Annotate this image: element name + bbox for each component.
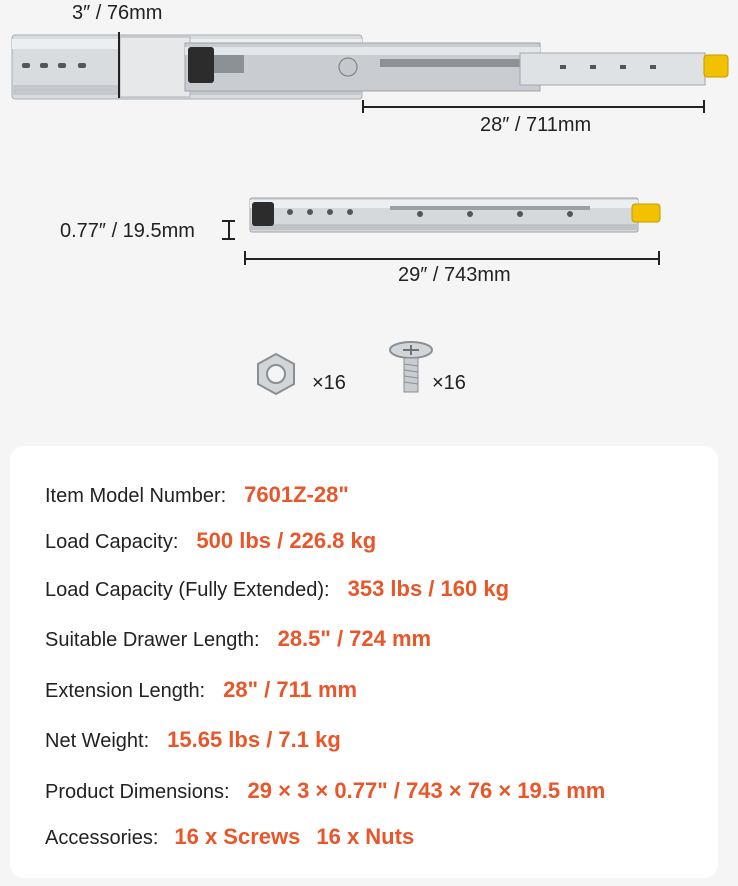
spec-value: 500 lbs / 226.8 kg xyxy=(196,528,377,553)
thickness-tick-bottom xyxy=(222,238,235,240)
spec-row-model xyxy=(45,482,349,508)
screw-icon xyxy=(388,340,434,396)
spec-value: 353 lbs / 160 kg xyxy=(347,576,510,601)
spec-row-load-capacity-extended xyxy=(45,576,509,602)
length-dimension-label: 29″ / 743mm xyxy=(398,264,511,286)
height-dimension-line xyxy=(118,32,120,98)
spec-label: Product Dimensions: xyxy=(45,781,230,803)
spec-value: 28" / 711 mm xyxy=(223,677,358,702)
thickness-tick-top xyxy=(222,220,235,222)
spec-label: Suitable Drawer Length: xyxy=(45,629,260,651)
extended-slide-image xyxy=(0,25,738,135)
spec-label: Net Weight: xyxy=(45,730,150,752)
spec-row-net-weight xyxy=(45,727,341,753)
spec-label: Item Model Number: xyxy=(45,485,227,507)
spec-row-accessories xyxy=(45,824,414,850)
length-dimension-line xyxy=(244,258,658,260)
nut-icon xyxy=(254,352,298,396)
spec-row-extension-length xyxy=(45,677,357,703)
length-tick-right xyxy=(658,251,660,265)
closed-slide-image xyxy=(240,192,670,242)
spec-value: 28.5" / 724 mm xyxy=(277,626,432,651)
height-dimension-label: 3″ / 76mm xyxy=(72,2,163,24)
spec-row-product-dimensions xyxy=(45,778,605,804)
thickness-dimension-line xyxy=(228,220,230,238)
spec-row-drawer-length xyxy=(45,626,431,652)
screw-quantity: ×16 xyxy=(432,372,466,394)
length-tick-left xyxy=(244,251,246,265)
specifications-card xyxy=(10,446,718,878)
extension-dimension-line xyxy=(362,106,704,108)
nut-quantity: ×16 xyxy=(312,372,346,394)
spec-label: Accessories: xyxy=(45,827,159,849)
spec-value: 15.65 lbs / 7.1 kg xyxy=(167,727,341,752)
thickness-dimension-label: 0.77″ / 19.5mm xyxy=(60,220,195,242)
accessories-screws: 16 x Screws xyxy=(174,824,301,849)
spec-label: Load Capacity: xyxy=(45,531,179,553)
accessories-nuts: 16 x Nuts xyxy=(316,824,415,849)
extension-dimension-label: 28″ / 711mm xyxy=(480,114,592,136)
extension-dimension-tick-left xyxy=(362,100,364,113)
spec-label: Extension Length: xyxy=(45,680,206,702)
spec-row-load-capacity xyxy=(45,528,376,554)
spec-label: Load Capacity (Fully Extended): xyxy=(45,579,330,601)
spec-value: 29 × 3 × 0.77" / 743 × 76 × 19.5 mm xyxy=(247,778,606,803)
extension-dimension-tick-right xyxy=(703,100,705,113)
spec-value: 7601Z-28" xyxy=(244,482,349,507)
